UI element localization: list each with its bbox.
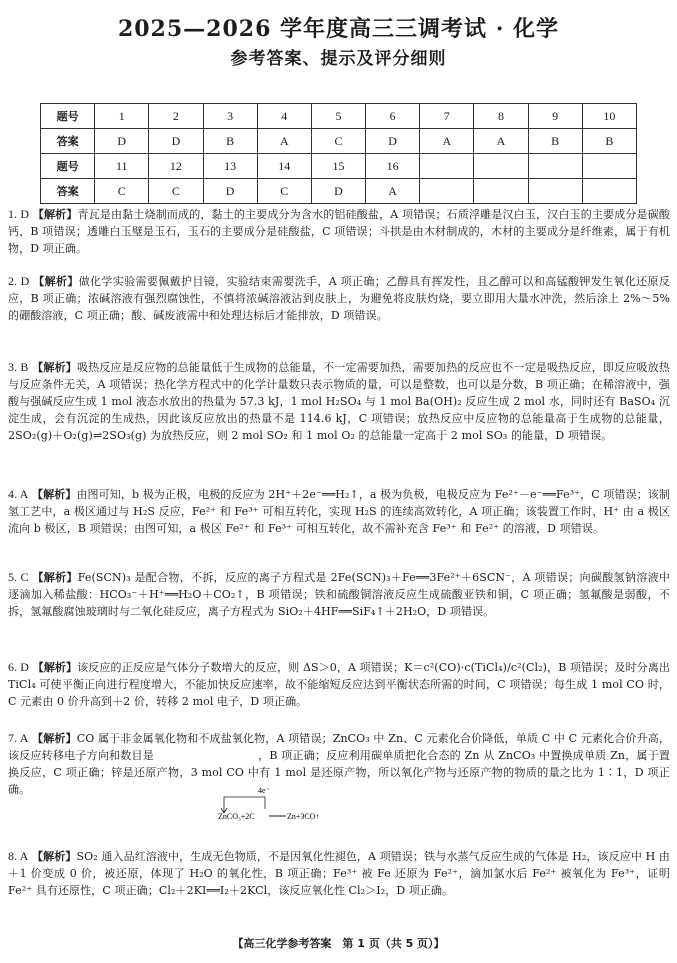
- item-text: SO₂ 通入品红溶液中，生成无色物质，不是因氧化性褪色，A 项错误；铁与水蒸气反应生成的气体是 H₂，该反应中 H 由＋1 价变成 0 价，被还原，体现了 H₂O 的氧化性，B 项正确；Fe³⁺ 被 Fe 还原为 Fe²⁺，滴加氯水后 Fe²⁺ 被氧化为 Fe³⁺，证明 Fe²⁺ 具有还原性，C 项正确；Cl₂＋2KI══I₂＋2KCl，该反应氧化性 Cl₂＞I₂，D 项正确。: [8, 850, 670, 897]
- equation-placeholder: [154, 749, 258, 759]
- item-tag: 【解析】: [32, 732, 77, 745]
- electron-count-label: 4e⁻: [258, 786, 270, 795]
- table-row: [41, 104, 637, 129]
- question-number-cell: 11: [95, 154, 149, 179]
- item-tag: 【解析】: [32, 488, 77, 501]
- item-number: 5. C: [8, 570, 29, 584]
- answer-cell: [420, 179, 474, 204]
- item-text: 吸热反应是反应物的总能量低于生成物的总能量，不一定需要加热，需要加热的反应也不一定是吸热反应，即反应吸放热与反应条件无关，A 项错误；热化学方程式中的化学计量数只表示物质的量，可以是整数，也可以是分数，B 项正确；在稀溶液中，强酸与强碱反应生成 1 mol 液态水放出的热量为 57.3 kJ，1 mol H₂SO₄ 与 1 mol Ba(OH)₂ 反应生成 2 mol 水，同时还有 BaSO₄ 沉淀生成，会有沉淀的生成热，因此该反应放出的热量不是 114.6 kJ，C 项错误；放热反应中反应物的总能量高于生成物的总能量，2SO₂(g)＋O₂(g)⇌2SO₃(g) 为放热反应，则 2 mol SO₂ 和 1 mol O₂ 的总能量一定高于 2 mol SO₃ 的能量，D 项错误。: [8, 361, 670, 442]
- answer-cell: [528, 179, 582, 204]
- question-number-cell: [528, 154, 582, 179]
- answer-cell: D: [95, 129, 149, 154]
- item-text: 青瓦是由黏土烧制而成的，黏土的主要成分为含水的铝硅酸盐，A 项错误；石质浮雕是汉白玉，汉白玉的主要成分是碳酸钙，B 项错误；透雕白玉璧是玉石，玉石的主要成分是硅酸盐，C 项错误；斗拱是由木材制成的，木材的主要成分是纤维素，属于有机物，D 项正确。: [8, 208, 670, 255]
- electron-arrow-line: [224, 797, 265, 812]
- item-tag: 【解析】: [32, 571, 78, 584]
- table-row: [41, 129, 637, 154]
- question-number-cell: 8: [474, 104, 528, 129]
- answer-cell: [474, 179, 528, 204]
- answer-cell: B: [203, 129, 257, 154]
- explanation-item: [8, 659, 670, 710]
- item-text: 做化学实验需要佩戴护目镜，实验结束需要洗手，A 项正确；乙醇具有挥发性，且乙醇可以和高锰酸钾发生氧化还原反应，B 项正确；浓碱溶液有强烈腐蚀性，不慎将浓碱溶液沾到皮肤上，为避免将皮肤灼烧，要立即用大量水冲洗，然后涂上 2%～5% 的硼酸溶液，C 项正确；酸、碱废液需中和处理达标后才能排放，D 项错误。: [8, 275, 670, 322]
- answer-cell: A: [420, 129, 474, 154]
- answer-cell: C: [257, 179, 311, 204]
- item-tag: 【解析】: [32, 850, 77, 863]
- electron-transfer-diagram: [218, 784, 320, 826]
- answer-cell: C: [311, 129, 365, 154]
- question-number-cell: [474, 154, 528, 179]
- answer-cell: A: [257, 129, 311, 154]
- answer-cell: B: [528, 129, 582, 154]
- table-header-cell: 题号: [41, 154, 95, 179]
- item-number: 8. A: [8, 849, 29, 863]
- item-tag: 【解析】: [32, 661, 78, 674]
- page-title: 2025—2026 学年度高三三调考试 · 化学: [117, 16, 560, 42]
- table-header-cell: 答案: [41, 129, 95, 154]
- item-number: 6. D: [8, 660, 30, 674]
- explanation-item: [8, 359, 670, 444]
- item-text: 由图可知，b 极为正极，电极的反应为 2H⁺＋2e⁻══H₂↑，a 极为负极，电极反应为 Fe²⁺－e⁻══Fe³⁺，C 项错误；该制氢工艺中，a 极区通过与 H₂S 反应，Fe²⁺ 和 Fe³⁺ 可相互转化，实现 H₂S 的连续高效转化，A 项正确；该装置工作时，H⁺ 由 a 极区流向 b 极区，B 项错误；由图可知，a 极区 Fe²⁺ 和 Fe³⁺ 可相互转化，故不需补充含 Fe³⁺ 和 Fe²⁺ 的溶液，D 项错误。: [8, 488, 671, 535]
- question-number-cell: 4: [257, 104, 311, 129]
- explanation-item: [8, 848, 670, 899]
- table-row: [41, 154, 637, 179]
- question-number-cell: 5: [311, 104, 365, 129]
- question-number-cell: 7: [420, 104, 474, 129]
- answer-cell: C: [149, 179, 203, 204]
- answer-cell: B: [582, 129, 636, 154]
- question-number-cell: [582, 154, 636, 179]
- item-text-after: ，B 项正确；反应利用碳单质把化合态的 Zn 从 ZnCO₃ 中置换成单质 Zn，属于置换反应，C 项正确；锌是还原产物，3 mol CO 中有 1 mol 是还原产物，所以氧化产物与还原产物的物质的量之比为 1∶1，D 项正确。: [8, 749, 670, 796]
- explanation-item: [8, 730, 670, 798]
- question-number-cell: 14: [257, 154, 311, 179]
- item-number: 7. A: [8, 731, 29, 745]
- page-footer: 【高三化学参考答案 第 1 页（共 5 页）】: [232, 937, 445, 950]
- explanation-item: [8, 206, 670, 257]
- explanation-item: [8, 569, 670, 620]
- item-tag: 【解析】: [33, 275, 79, 288]
- electron-transfer-equation: [218, 784, 320, 826]
- answer-cell: A: [366, 179, 420, 204]
- table-header-cell: 答案: [41, 179, 95, 204]
- equation-left: ZnCO₃+2C: [218, 812, 255, 821]
- answer-cell: A: [474, 129, 528, 154]
- item-number: 1. D: [8, 207, 30, 221]
- answer-cell: D: [366, 129, 420, 154]
- item-number: 3. B: [8, 360, 29, 374]
- table-header-cell: 题号: [41, 104, 95, 129]
- item-number: 4. A: [8, 487, 29, 501]
- answer-cell: [582, 179, 636, 204]
- question-number-cell: 15: [311, 154, 365, 179]
- item-text: CO 属于非金属氧化物和不成盐氧化物，A 项错误；ZnCO₃ 中 Zn、C 元素化合价降低，单质 C 中 C 元素化合价升高，该反应转移电子方向和数目是: [8, 732, 670, 762]
- page-subtitle: 参考答案、提示及评分细则: [230, 49, 447, 69]
- answer-cell: D: [203, 179, 257, 204]
- item-tag: 【解析】: [32, 208, 78, 221]
- explanation-item: [8, 486, 670, 537]
- question-number-cell: 9: [528, 104, 582, 129]
- answer-cell: C: [95, 179, 149, 204]
- item-text: 该反应的正反应是气体分子数增大的反应，则 ΔS＞0，A 项错误；K＝c²(CO)·c(TiCl₄)/c²(Cl₂)，B 项错误；及时分离出 TiCl₄ 可使平衡正向进行程度增大，不能加快反应速率，故不能缩短反应达到平衡状态所需的时间，C 项错误；每生成 1 mol CO 时，C 元素由 0 价升高到＋2 价，转移 2 mol 电子，D 项正确。: [8, 661, 670, 708]
- question-number-cell: 3: [203, 104, 257, 129]
- item-tag: 【解析】: [32, 361, 77, 374]
- question-number-cell: 13: [203, 154, 257, 179]
- item-number: 2. D: [8, 274, 30, 288]
- equation-right: Zn+3CO↑: [287, 812, 320, 821]
- question-number-cell: 1: [95, 104, 149, 129]
- question-number-cell: 2: [149, 104, 203, 129]
- answer-table: [40, 103, 637, 204]
- question-number-cell: 6: [366, 104, 420, 129]
- question-number-cell: 12: [149, 154, 203, 179]
- question-number-cell: 10: [582, 104, 636, 129]
- explanation-item: [8, 273, 670, 324]
- answer-cell: D: [311, 179, 365, 204]
- question-number-cell: [420, 154, 474, 179]
- answer-cell: D: [149, 129, 203, 154]
- question-number-cell: 16: [366, 154, 420, 179]
- item-text: Fe(SCN)₃ 是配合物，不拆，反应的离子方程式是 2Fe(SCN)₃＋Fe══3Fe²⁺＋6SCN⁻，A 项错误；向碳酸氢钠溶液中逐滴加入稀盐酸：HCO₃⁻＋H⁺══H₂O＋CO₂↑，B 项错误；铁和硫酸铜溶液反应生成硫酸亚铁和铜，C 项正确；氢氟酸是弱酸，不拆，氢氟酸腐蚀玻璃时与二氧化硅反应，离子方程式为 SiO₂＋4HF══SiF₄↑＋2H₂O，D 项错误。: [8, 571, 670, 618]
- table-row: [41, 179, 637, 204]
